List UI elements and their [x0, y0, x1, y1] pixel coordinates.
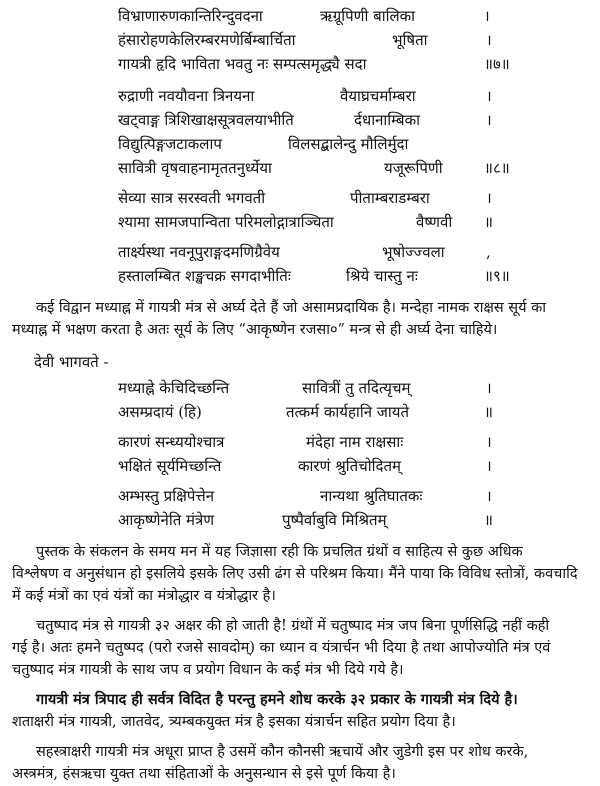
verse-line: आकृष्णेनेति मंत्रेण पुष्पैर्वाबुवि मिश्रितम् ॥ [118, 511, 493, 529]
paragraph-line: विश्लेषण व अनुसंधान हो इसलिये इसके लिए उसी ढंग से परिश्रम किया। मैंने पाया कि विविध स्तोत्रों, कवचादि [12, 566, 578, 582]
paragraph-line: मध्याह्न में भक्षण करता है अतः सूर्य के लिए “आकृष्णेन रजसा०” मन्त्र से ही अर्घ्य देना चाहिये। [12, 322, 498, 338]
paragraph-line: सहस्त्राक्षरी गायत्री मंत्र अधूरा प्राप्त है उसमें कौन कौनसी ऋचायें और जुडेगी इस पर शोध करके, [36, 744, 529, 760]
verse-line: असम्प्रदायं (हि) तत्कर्म कार्यहानि जायते ॥ [118, 403, 493, 421]
verse-line: हस्तालम्बित शङ्खचक्र सगदाभीतिः श्रिये चास्तु नः ॥९॥ [118, 267, 510, 285]
verse-line: तार्क्ष्यस्था नवनूपुराङ्गदमणिग्रैवेय भूषोज्ज्वला , [118, 243, 491, 261]
verse-line: विभ्राणारुणकान्तिरिन्दुवदना ऋग्रूपिणी बालिका । [118, 7, 490, 25]
verse-line: हंसारोहणकेलिरम्बरमणेर्बिम्बार्चिता भूषिता । [118, 31, 492, 49]
verse-line: सेव्या सात्र सरस्वती भगवती पीताम्बराडम्बरा । [118, 189, 492, 207]
verse-line: सावित्री वृषवाहनामृततनुर्ध्येया यजूरूपिणी ॥८॥ [118, 159, 510, 177]
paragraph-line: गायत्री मंत्र त्रिपाद ही सर्वत्र विदित है परन्तु हमने शोध करके ३२ प्रकार के गायत्री मंत्र दिये है। [36, 691, 518, 708]
paragraph-line: शताक्षरी मंत्र गायत्री, जातवेद, त्र्यम्बकयुक्त मंत्र है इसका यंत्रार्चन सहित प्रयोग दिया है। [12, 714, 456, 730]
verse-line: श्यामा सामजपान्विता परिमलोद्गात्राञ्चिता वैष्णवी ॥ [118, 213, 493, 231]
verse-line: भक्षितं सूर्यमिच्छन्ति कारणं श्रुतिचोदितम् । [118, 457, 492, 475]
verse-line: कारणं सन्ध्ययोश्चात्र मंदेहा नाम राक्षसाः । [118, 433, 492, 451]
paragraph-line: चतुष्पाद मंत्र से गायत्री ३२ अक्षर की हो जाती है! ग्रंथों में चतुष्पाद मंत्र जप बिना पूर्णसिद्धि नहीं कही [36, 618, 550, 634]
paragraph-line: अस्त्रमंत्र, हंसऋचा युक्त तथा संहिताओं के अनुसन्धान से इसे पूर्ण किया है। [12, 766, 396, 782]
verse-line: रुद्राणी नवयौवना त्रिनयना वैयाघ्रचर्माम्बरा । [118, 87, 492, 105]
paragraph-line: पुस्तक के संकलन के समय मन में यह जिज्ञासा रही कि प्रचलित ग्रंथों व साहित्य से कुछ अधिक [36, 544, 523, 560]
paragraph-line: गई है। अतः हमने चतुष्पद (परो रजसे सावदोम्) का ध्यान व यंत्रार्चन भी दिया है तथा आपोज्योति मंत्र एवं [12, 640, 551, 656]
paragraph-line: चतुष्पाद मंत्र गायत्री के साथ जप व प्रयोग विधान के कई मंत्र भी दिये गये है। [12, 662, 404, 678]
verse-line: खट्वाङ्ग त्रिशिखाक्षसूत्रवलयाभीति र्दधानाम्बिका । [118, 111, 492, 129]
verse-line: विद्युत्पिङ्गजटाकलाप विलसद्बालेन्दु मौलिर्मुदा [118, 135, 409, 153]
paragraph-line: कई विद्वान मध्याह्न में गायत्री मंत्र से अर्घ्य देते हैं जो असामप्रदायिक है। मन्देहा नामक राक्षस सूर्य का [36, 300, 547, 316]
section-heading: देवी भागवते - [34, 353, 109, 371]
paragraph-line: में कई मंत्रों का एवं यंत्रों का मंत्रोद्धार व यंत्रोद्धार है। [12, 588, 276, 604]
verse-line: गायत्री हृदि भाविता भवतु नः सम्पत्समृद्ध्यै सदा ॥७॥ [118, 55, 510, 73]
verse-line: मध्याह्ने केचिदिच्छन्ति सावित्रीं तु तदित्यृचम् । [118, 379, 492, 397]
verse-line: अम्भस्तु प्रक्षिपेत्तेन नान्यथा श्रुतिघातकः । [118, 487, 492, 505]
